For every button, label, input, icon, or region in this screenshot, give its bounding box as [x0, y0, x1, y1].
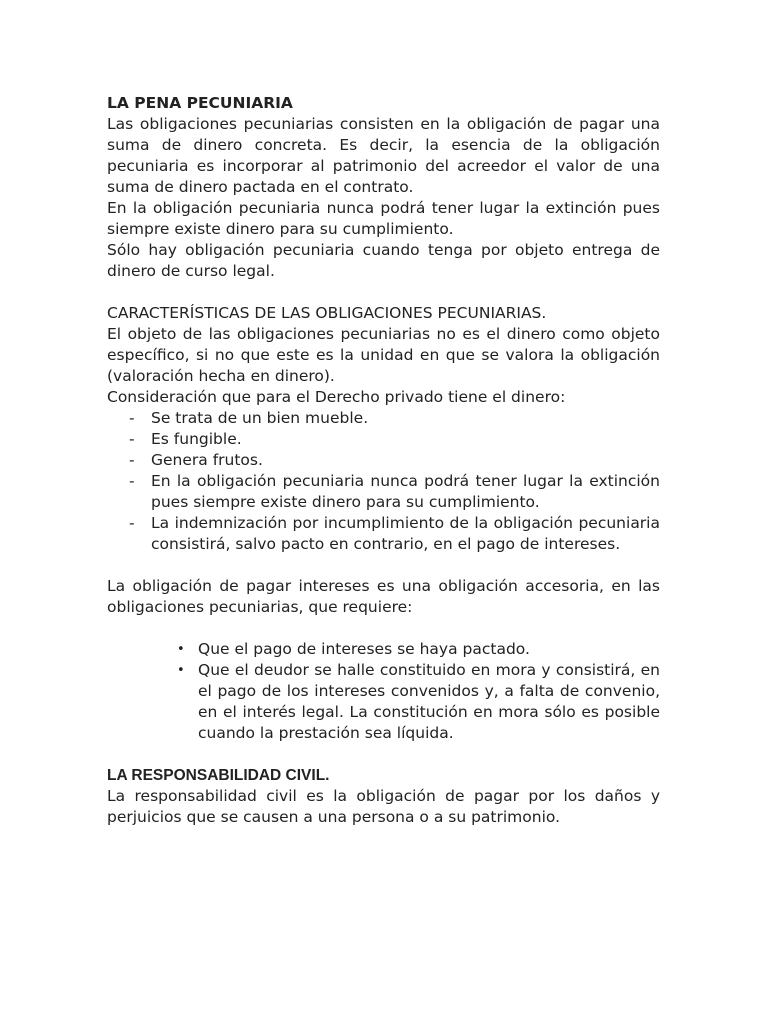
paragraph: En la obligación pecuniaria nunca podrá tener lugar la extinción pues siempre existe dinero para su cumplimiento.	[107, 199, 660, 238]
section-title-pena: LA PENA PECUNIARIA	[107, 94, 293, 112]
dash-list	[107, 408, 660, 555]
list-item: • Que el deudor se halle constituido en mora y consistirá, en el pago de los intereses convenidos y, a falta de convenio, en el interés legal. La constitución en mora sólo es posible cuando la prestación sea líquida.	[177, 660, 660, 744]
document-body	[107, 93, 660, 828]
paragraph: La responsabilidad civil es la obligación de pagar por los daños y perjuicios que se causen a una persona o a su patrimonio.	[107, 787, 660, 826]
list-item: - Genera frutos.	[107, 450, 660, 471]
bullet-list	[177, 639, 660, 744]
spacer	[107, 555, 660, 576]
section-title-caracteristicas: CARACTERÍSTICAS DE LAS OBLIGACIONES PECUNIARIAS.	[107, 304, 547, 322]
section-title-responsabilidad: LA RESPONSABILIDAD CIVIL.	[107, 767, 330, 784]
paragraph: Consideración que para el Derecho privado tiene el dinero:	[107, 388, 566, 406]
list-item: - La indemnización por incumplimiento de la obligación pecuniaria consistirá, salvo pacto en contrario, en el pago de intereses.	[107, 513, 660, 555]
list-item: - Es fungible.	[107, 429, 660, 450]
paragraph: La obligación de pagar intereses es una obligación accesoria, en las obligaciones pecuniarias, que requiere:	[107, 577, 660, 616]
paragraph: Sólo hay obligación pecuniaria cuando tenga por objeto entrega de dinero de curso legal.	[107, 241, 660, 280]
spacer	[107, 618, 660, 639]
paragraph: El objeto de las obligaciones pecuniarias no es el dinero como objeto específico, si no que este es la unidad en que se valora la obligación (valoración hecha en dinero).	[107, 325, 660, 385]
list-item: - Se trata de un bien mueble.	[107, 408, 660, 429]
spacer	[107, 282, 660, 303]
list-item: • Que el pago de intereses se haya pactado.	[177, 639, 660, 660]
spacer	[107, 744, 660, 765]
list-item: - En la obligación pecuniaria nunca podrá tener lugar la extinción pues siempre existe dinero para su cumplimiento.	[107, 471, 660, 513]
paragraph: Las obligaciones pecuniarias consisten en la obligación de pagar una suma de dinero concreta. Es decir, la esencia de la obligación pecuniaria es incorporar al patrimonio del acreedor el valor de una suma de dinero pactada en el contrato.	[107, 115, 660, 196]
